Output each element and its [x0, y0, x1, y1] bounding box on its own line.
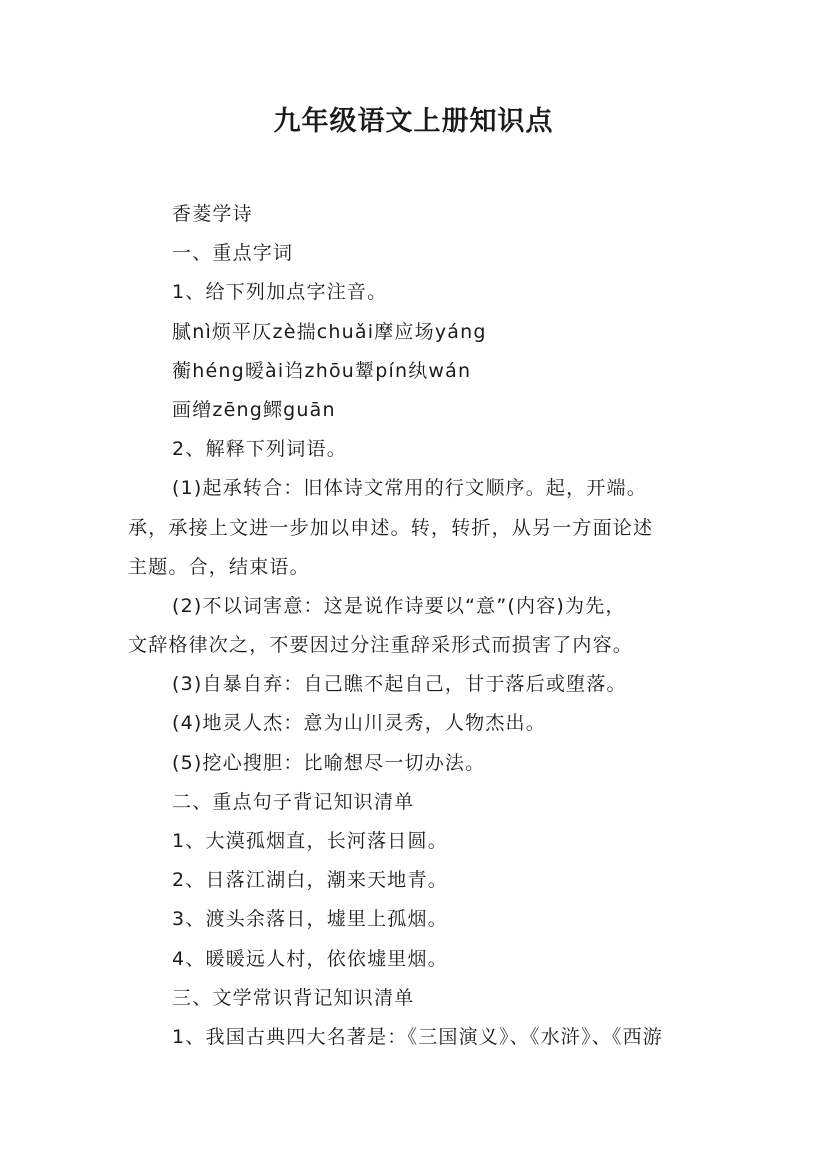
section-heading-xiangling: 香菱学诗	[172, 203, 253, 225]
sentence-1: 1、大漠孤烟直，长河落日圆。	[172, 830, 448, 852]
definition-4: (4)地灵人杰：意为山川灵秀，人物杰出。	[172, 712, 546, 735]
question-explain-words: 2、解释下列词语。	[172, 438, 347, 461]
definition-1-line-1: (1)起承转合：旧体诗文常用的行文顺序。起，开端。	[172, 477, 647, 500]
pinyin-line-3: 画缯zēng鳏guān	[172, 398, 336, 421]
document-body	[128, 195, 708, 1057]
literature-item-1: 1、我国古典四大名著是：《三国演义》、《水浒》、《西游	[172, 1025, 663, 1048]
definition-1-line-3: 主题。合，结束语。	[128, 555, 310, 578]
pinyin-line-2: 蘅héng暧ài诌zhōu颦pín纨wán	[172, 359, 472, 382]
sentence-2: 2、日落江湖白，潮来天地青。	[172, 869, 448, 892]
sentence-3: 3、渡头余落日，墟里上孤烟。	[172, 908, 448, 931]
definition-1-line-2: 承，承接上文进一步加以申述。转，转折，从另一方面论述	[128, 516, 654, 539]
document-title: 九年级语文上册知识点	[273, 106, 554, 137]
definition-2-line-2: 文辞格律次之，不要因过分注重辞采形式而损害了内容。	[128, 634, 634, 657]
definition-2-line-1: (2)不以词害意：这是说作诗要以“意”(内容)为先，	[172, 594, 626, 617]
section-heading-literature: 三、文学常识背记知识清单	[172, 986, 415, 1009]
definition-3: (3)自暴自弃：自己瞧不起自己，甘于落后或堕落。	[172, 673, 627, 696]
definition-5: (5)挖心搜胆：比喻想尽一切办法。	[172, 751, 486, 774]
pinyin-line-1: 腻nì烦平仄zè揣chuǎi摩应场yáng	[172, 320, 487, 343]
question-pinyin: 1、给下列加点字注音。	[172, 281, 388, 304]
section-heading-key-sentences: 二、重点句子背记知识清单	[172, 790, 415, 813]
section-heading-key-words: 一、重点字词	[172, 242, 294, 265]
sentence-4: 4、暖暖远人村，依依墟里烟。	[172, 947, 448, 970]
